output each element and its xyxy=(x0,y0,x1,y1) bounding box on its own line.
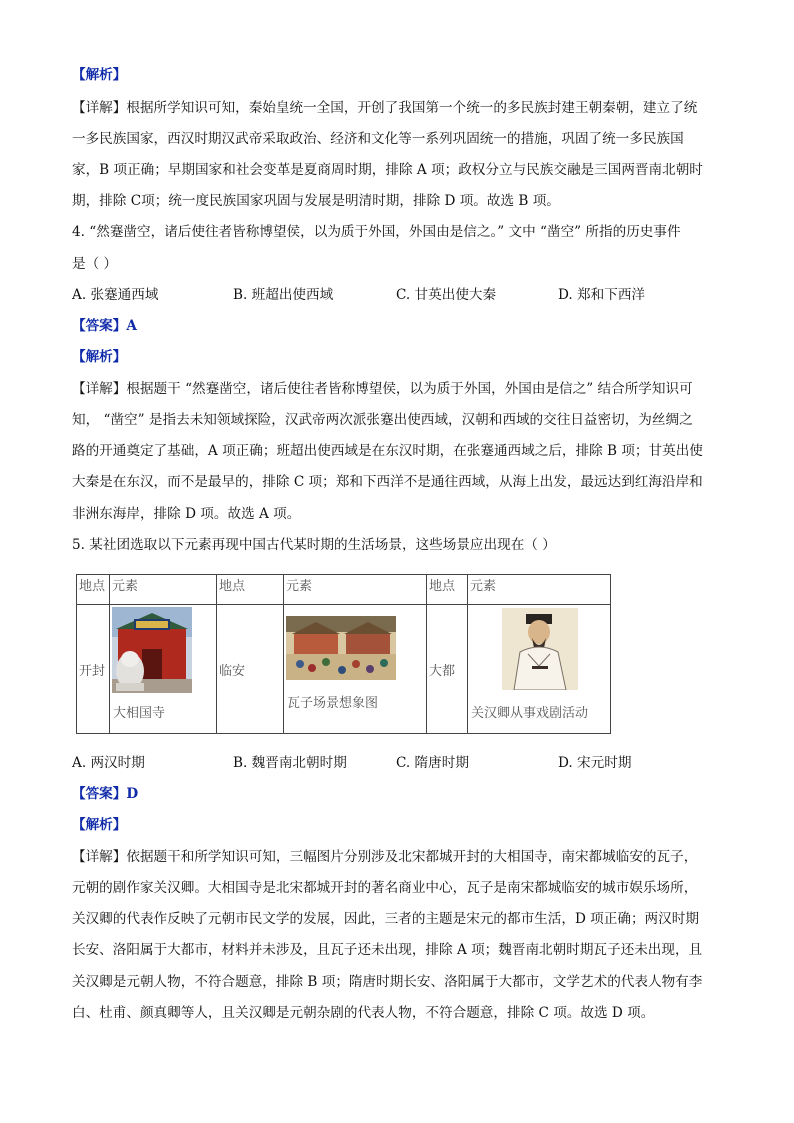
caption-wazi-scene: 瓦子场景想象图 xyxy=(287,696,379,711)
question-5-table xyxy=(76,574,611,734)
explanation-text: 【详解】依据题干和所学知识可知，三幅图片分别涉及北宋都城开封的大相国寺，南宋都城临安的瓦子， xyxy=(72,849,698,865)
question-5-stem: 5. 某社团选取以下元素再现中国古代某时期的生活场景，这些场景应出现在（ ） xyxy=(72,537,556,553)
table-header-place: 地点 xyxy=(217,575,284,605)
q4-option-d: D. 郑和下西洋 xyxy=(558,287,646,303)
caption-xiangguo-temple: 大相国寺 xyxy=(113,706,166,721)
q5-option-c: C. 隋唐时期 xyxy=(396,755,469,771)
explanation-text: 知， “凿空” 是指去未知领域探险，汉武帝两次派张蹇出使西域，汉朝和西域的交往日益密切，为丝绸之 xyxy=(72,412,693,428)
explanation-label-q4: 【解析】 xyxy=(72,349,127,365)
explanation-text: 关汉卿是元朝人物，不符合题意，排除 B 项；隋唐时期长安、洛阳属于大都市，文学艺术的代表人物有李 xyxy=(72,974,703,990)
element-cell-wazi-scene xyxy=(284,605,427,734)
explanation-text: 大秦是在东汉，而不是最早的，排除 C 项；郑和下西洋不是通往西域，从海上出发，最远达到红海沿岸和 xyxy=(72,474,703,490)
q4-option-a: A. 张蹇通西域 xyxy=(72,287,159,303)
q5-option-b: B. 魏晋南北朝时期 xyxy=(233,755,347,771)
xiangguo-temple-image xyxy=(112,607,192,693)
explanation-text: 家，B 项正确；早期国家和社会变革是夏商周时期，排除 A 项；政权分立与民族交融是三国两晋南北朝时 xyxy=(72,162,703,178)
explanation-text: 期，排除 C项；统一度民族国家巩固与发展是明清时期，排除 D 项。故选 B 项。 xyxy=(72,193,560,209)
place-dadu: 大都 xyxy=(427,605,468,734)
explanation-text: 【详解】根据所学知识可知，秦始皇统一全国，开创了我国第一个统一的多民族封建王朝秦朝，建立了统 xyxy=(72,100,698,116)
table-header-place: 地点 xyxy=(427,575,468,605)
explanation-text: 长安、洛阳属于大都市，材料并未涉及，且瓦子还未出现，排除 A 项；魏晋南北朝时期瓦子还未出现，且 xyxy=(72,942,703,958)
explanation-text: 非洲东海岸，排除 D 项。故选 A 项。 xyxy=(72,506,301,522)
caption-guan-hanqing: 关汉卿从事戏剧活动 xyxy=(471,706,589,721)
q5-option-a: A. 两汉时期 xyxy=(72,755,145,771)
table-header-place: 地点 xyxy=(77,575,110,605)
explanation-text: 路的开通奠定了基础，A 项正确；班超出使西域是在东汉时期，在张蹇通西域之后，排除 B 项；甘英出使 xyxy=(72,443,703,459)
q5-option-d: D. 宋元时期 xyxy=(558,755,632,771)
table-header-element: 元素 xyxy=(110,575,217,605)
explanation-text: 元朝的剧作家关汉卿。大相国寺是北宋都城开封的著名商业中心，瓦子是南宋都城临安的城市娱乐场所， xyxy=(72,880,698,896)
explanation-label-q3: 【解析】 xyxy=(72,67,127,83)
answer-label-q4: 【答案】A xyxy=(72,318,137,334)
guan-hanqing-image xyxy=(502,608,578,690)
explanation-label-q5: 【解析】 xyxy=(72,817,127,833)
q4-option-b: B. 班超出使西域 xyxy=(233,287,334,303)
element-cell-guan-hanqing xyxy=(468,605,611,734)
q4-option-c: C. 甘英出使大秦 xyxy=(396,287,497,303)
wazi-scene-image xyxy=(286,616,396,680)
question-4-stem: 是（ ） xyxy=(72,256,118,272)
explanation-text: 白、杜甫、颜真卿等人，且关汉卿是元朝杂剧的代表人物，不符合题意，排除 C 项。故选 D 项。 xyxy=(72,1005,655,1021)
explanation-text: 一多民族国家，西汉时期汉武帝采取政治、经济和文化等一系列巩固统一的措施，巩固了统一多民族国 xyxy=(72,131,684,147)
table-header-element: 元素 xyxy=(284,575,427,605)
table-header-element: 元素 xyxy=(468,575,611,605)
explanation-text: 【详解】根据题干 “然蹇凿空，诸后使往者皆称博望侯，以为质于外国，外国由是信之” 结合所学知识可 xyxy=(72,381,693,397)
explanation-text: 关汉卿的代表作反映了元朝市民文学的发展，因此，三者的主题是宋元的都市生活，D 项正确；两汉时期 xyxy=(72,911,699,927)
place-linan: 临安 xyxy=(217,605,284,734)
place-kaifeng: 开封 xyxy=(77,605,110,734)
question-4-stem: 4. “然蹇凿空，诸后使往者皆称博望侯，以为质于外国，外国由是信之。” 文中 “凿空” 所指的历史事件 xyxy=(72,224,681,240)
element-cell-xiangguo-temple xyxy=(110,605,217,734)
answer-label-q5: 【答案】D xyxy=(72,786,139,802)
